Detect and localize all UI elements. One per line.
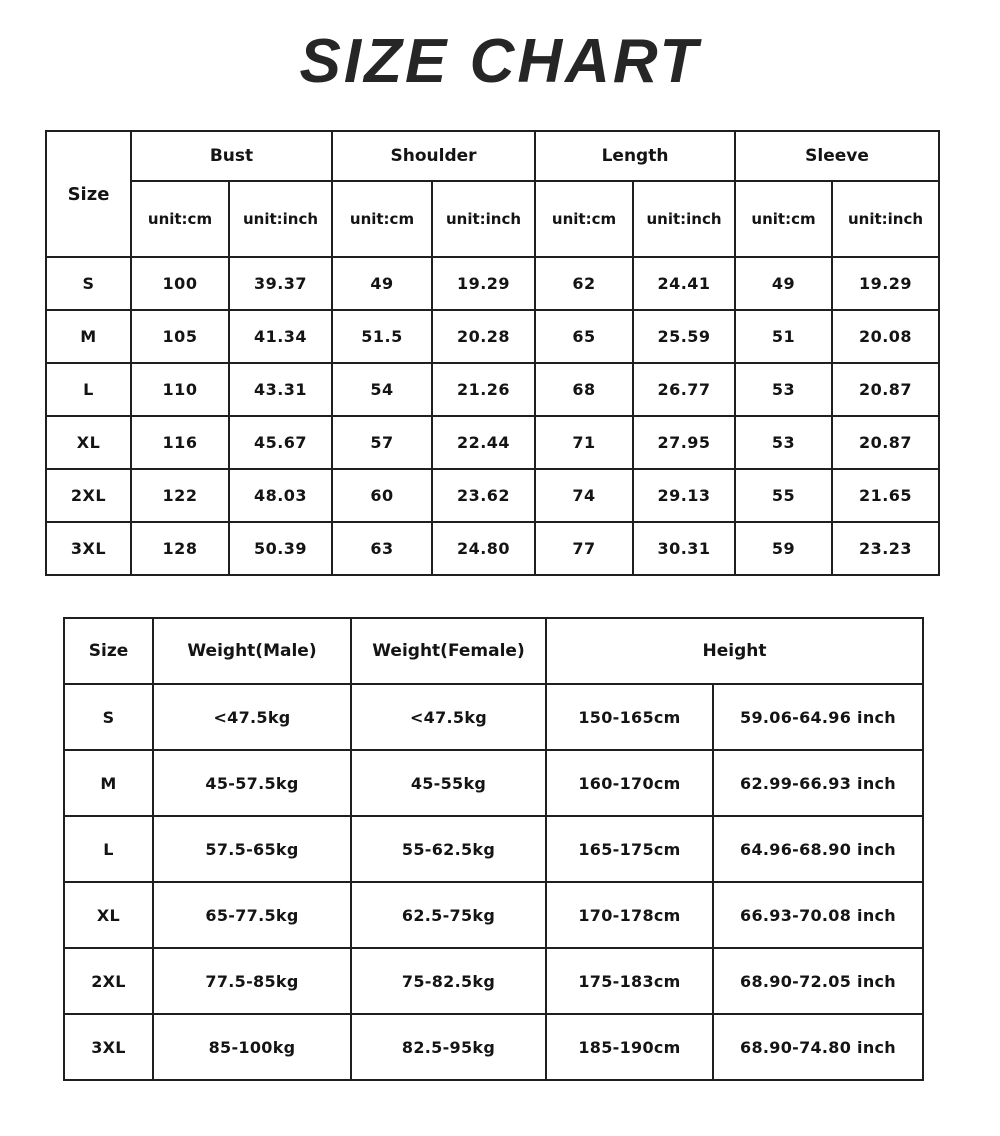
weight-female-cell: 55-62.5kg: [351, 816, 546, 882]
height-cm-cell: 160-170cm: [546, 750, 713, 816]
bust-cm-cell: 128: [131, 522, 229, 575]
length-cm-cell: 77: [535, 522, 633, 575]
size-column-header: Size: [64, 618, 153, 684]
height-cm-cell: 165-175cm: [546, 816, 713, 882]
height-inch-cell: 64.96-68.90 inch: [713, 816, 923, 882]
sleeve-inch-cell: 20.87: [832, 416, 939, 469]
weight-female-cell: 45-55kg: [351, 750, 546, 816]
length-cm-cell: 68: [535, 363, 633, 416]
sleeve-inch-cell: 21.65: [832, 469, 939, 522]
shoulder-cm-cell: 60: [332, 469, 432, 522]
weight-female-cell: 75-82.5kg: [351, 948, 546, 1014]
table-row: [46, 522, 939, 575]
length-inch-cell: 25.59: [633, 310, 735, 363]
height-inch-cell: 62.99-66.93 inch: [713, 750, 923, 816]
table-row: [64, 1014, 923, 1080]
size-cell: L: [64, 816, 153, 882]
size-cell: 2XL: [46, 469, 131, 522]
length-inch-cell: 29.13: [633, 469, 735, 522]
sleeve-cm-cell: 53: [735, 416, 832, 469]
shoulder-cm-cell: 51.5: [332, 310, 432, 363]
height-inch-cell: 68.90-74.80 inch: [713, 1014, 923, 1080]
shoulder-inch-cell: 23.62: [432, 469, 535, 522]
size-cell: XL: [64, 882, 153, 948]
length-inch-cell: 26.77: [633, 363, 735, 416]
shoulder-inch-cell: 22.44: [432, 416, 535, 469]
length-unit-inch-header: unit:inch: [633, 181, 735, 257]
sleeve-inch-cell: 19.29: [832, 257, 939, 310]
length-inch-cell: 27.95: [633, 416, 735, 469]
length-cm-cell: 74: [535, 469, 633, 522]
shoulder-group-header: Shoulder: [332, 131, 535, 181]
bust-cm-cell: 116: [131, 416, 229, 469]
height-inch-cell: 66.93-70.08 inch: [713, 882, 923, 948]
bust-inch-cell: 50.39: [229, 522, 332, 575]
size-cell: M: [46, 310, 131, 363]
size-cell: L: [46, 363, 131, 416]
table-row: [46, 416, 939, 469]
table-row: [64, 816, 923, 882]
shoulder-inch-cell: 21.26: [432, 363, 535, 416]
size-measurements-table: [45, 130, 940, 576]
group-header-row: [46, 131, 939, 181]
bust-cm-cell: 122: [131, 469, 229, 522]
height-cm-cell: 175-183cm: [546, 948, 713, 1014]
size-cell: XL: [46, 416, 131, 469]
table-row: [64, 948, 923, 1014]
size-cell: M: [64, 750, 153, 816]
size-column-header: Size: [46, 131, 131, 257]
size-cell: S: [46, 257, 131, 310]
unit-header-row: [46, 181, 939, 257]
weight-height-table: [63, 617, 924, 1081]
weight-male-cell: 85-100kg: [153, 1014, 351, 1080]
shoulder-unit-cm-header: unit:cm: [332, 181, 432, 257]
bust-cm-cell: 100: [131, 257, 229, 310]
height-cm-cell: 185-190cm: [546, 1014, 713, 1080]
bust-unit-inch-header: unit:inch: [229, 181, 332, 257]
weight-female-cell: 62.5-75kg: [351, 882, 546, 948]
table-row: [46, 257, 939, 310]
page-title: SIZE CHART: [299, 27, 701, 96]
sleeve-inch-cell: 20.08: [832, 310, 939, 363]
size-cell: 2XL: [64, 948, 153, 1014]
length-cm-cell: 65: [535, 310, 633, 363]
sleeve-cm-cell: 49: [735, 257, 832, 310]
sleeve-cm-cell: 55: [735, 469, 832, 522]
sleeve-cm-cell: 51: [735, 310, 832, 363]
weight-male-cell: 57.5-65kg: [153, 816, 351, 882]
length-inch-cell: 24.41: [633, 257, 735, 310]
weight-male-cell: 45-57.5kg: [153, 750, 351, 816]
sleeve-unit-cm-header: unit:cm: [735, 181, 832, 257]
sleeve-unit-inch-header: unit:inch: [832, 181, 939, 257]
length-cm-cell: 71: [535, 416, 633, 469]
sleeve-group-header: Sleeve: [735, 131, 939, 181]
sleeve-inch-cell: 23.23: [832, 522, 939, 575]
weight-female-cell: 82.5-95kg: [351, 1014, 546, 1080]
bust-inch-cell: 45.67: [229, 416, 332, 469]
bust-inch-cell: 39.37: [229, 257, 332, 310]
size-cell: 3XL: [64, 1014, 153, 1080]
bust-inch-cell: 41.34: [229, 310, 332, 363]
bust-inch-cell: 43.31: [229, 363, 332, 416]
shoulder-inch-cell: 20.28: [432, 310, 535, 363]
shoulder-unit-inch-header: unit:inch: [432, 181, 535, 257]
sleeve-inch-cell: 20.87: [832, 363, 939, 416]
shoulder-cm-cell: 54: [332, 363, 432, 416]
table-row: [46, 469, 939, 522]
bust-unit-cm-header: unit:cm: [131, 181, 229, 257]
shoulder-cm-cell: 49: [332, 257, 432, 310]
size-cell: S: [64, 684, 153, 750]
bust-cm-cell: 105: [131, 310, 229, 363]
length-group-header: Length: [535, 131, 735, 181]
length-inch-cell: 30.31: [633, 522, 735, 575]
table-row: [64, 750, 923, 816]
weight-female-cell: <47.5kg: [351, 684, 546, 750]
height-header: Height: [546, 618, 923, 684]
table-row: [46, 310, 939, 363]
shoulder-cm-cell: 57: [332, 416, 432, 469]
sleeve-cm-cell: 59: [735, 522, 832, 575]
table-row: [64, 684, 923, 750]
bust-inch-cell: 48.03: [229, 469, 332, 522]
size-cell: 3XL: [46, 522, 131, 575]
length-unit-cm-header: unit:cm: [535, 181, 633, 257]
shoulder-inch-cell: 19.29: [432, 257, 535, 310]
weight-male-cell: 65-77.5kg: [153, 882, 351, 948]
weight-male-cell: <47.5kg: [153, 684, 351, 750]
table-row: [46, 363, 939, 416]
height-inch-cell: 68.90-72.05 inch: [713, 948, 923, 1014]
length-cm-cell: 62: [535, 257, 633, 310]
header-row: [64, 618, 923, 684]
table-row: [64, 882, 923, 948]
shoulder-cm-cell: 63: [332, 522, 432, 575]
bust-group-header: Bust: [131, 131, 332, 181]
bust-cm-cell: 110: [131, 363, 229, 416]
weight-male-cell: 77.5-85kg: [153, 948, 351, 1014]
shoulder-inch-cell: 24.80: [432, 522, 535, 575]
sleeve-cm-cell: 53: [735, 363, 832, 416]
height-cm-cell: 150-165cm: [546, 684, 713, 750]
height-cm-cell: 170-178cm: [546, 882, 713, 948]
weight-male-header: Weight(Male): [153, 618, 351, 684]
height-inch-cell: 59.06-64.96 inch: [713, 684, 923, 750]
weight-female-header: Weight(Female): [351, 618, 546, 684]
